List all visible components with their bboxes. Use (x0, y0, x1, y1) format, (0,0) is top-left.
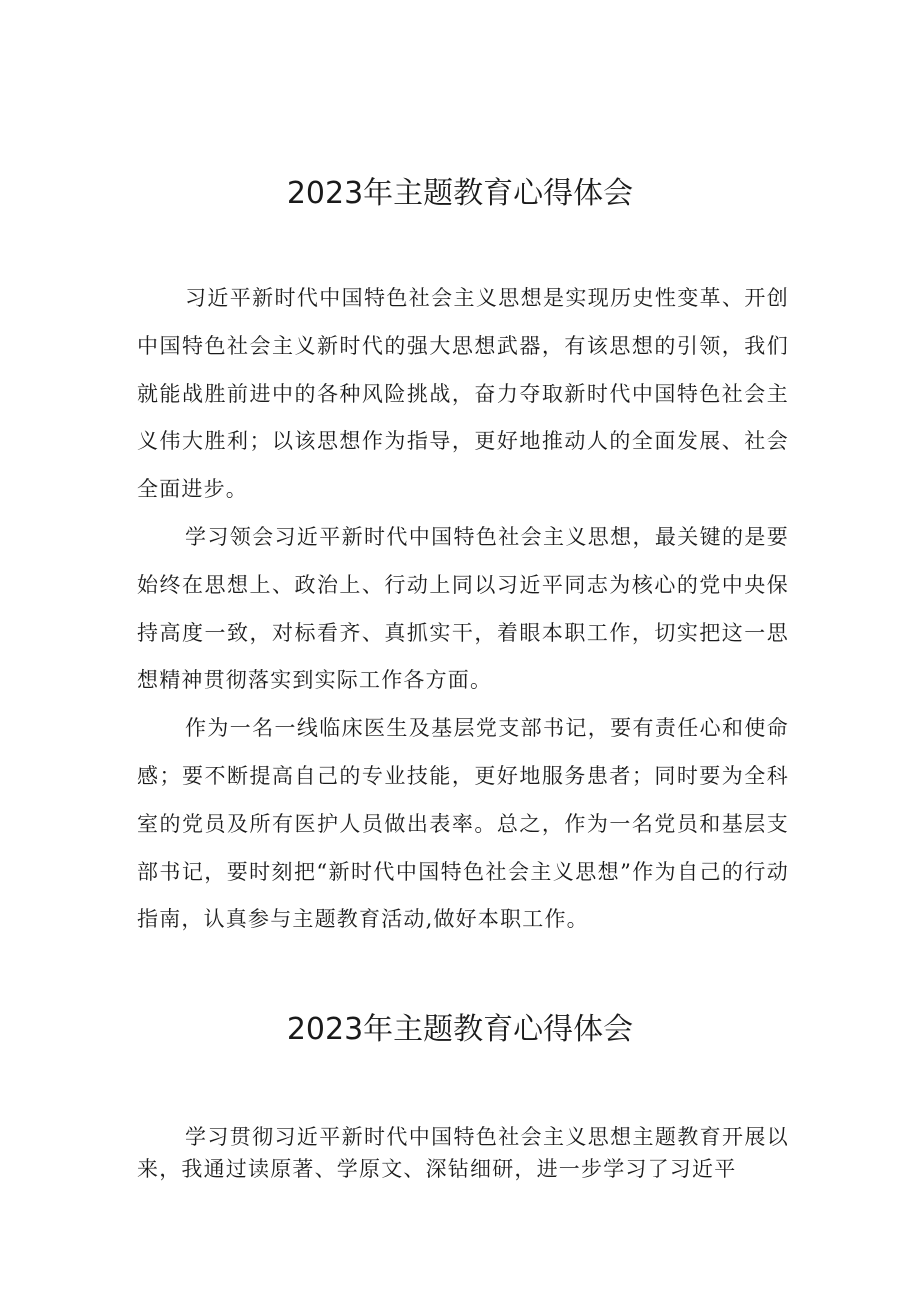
paragraph: 作为一名一线临床医生及基层党支部书记，要有责任心和使命感；要不断提高自己的专业技能，更好地服务患者；同时要为全科室的党员及所有医护人员做出表率。总之，作为一名党员和基层支部书记，要时刻把“新时代中国特色社会主义思想”作为自己的行动指南，认真参与主题教育活动,做好本职工作。 (137, 716, 789, 932)
paragraph: 学习领会习近平新时代中国特色社会主义思想，最关键的是要始终在思想上、政治上、行动上同以习近平同志为核心的党中央保持高度一致，对标看齐、真抓实干，着眼本职工作，切实把这一思想精神贯彻落实到实际工作各方面。 (137, 524, 789, 693)
paragraph: 学习贯彻习近平新时代中国特色社会主义思想主题教育开展以来，我通过读原著、学原文、深钻细研，进一步学习了习近平 (137, 1125, 789, 1181)
document-title: 2023年主题教育心得体会 (286, 176, 634, 211)
paragraph: 习近平新时代中国特色社会主义思想是实现历史性变革、开创中国特色社会主义新时代的强大思想武器，有该思想的引领，我们就能战胜前进中的各种风险挑战，奋力夺取新时代中国特色社会主义伟大胜利；以该思想作为指导，更好地推动人的全面发展、社会全面进步。 (137, 286, 789, 502)
article-body (137, 275, 789, 944)
document-title: 2023年主题教育心得体会 (286, 1012, 634, 1047)
article-body (137, 1121, 789, 1185)
